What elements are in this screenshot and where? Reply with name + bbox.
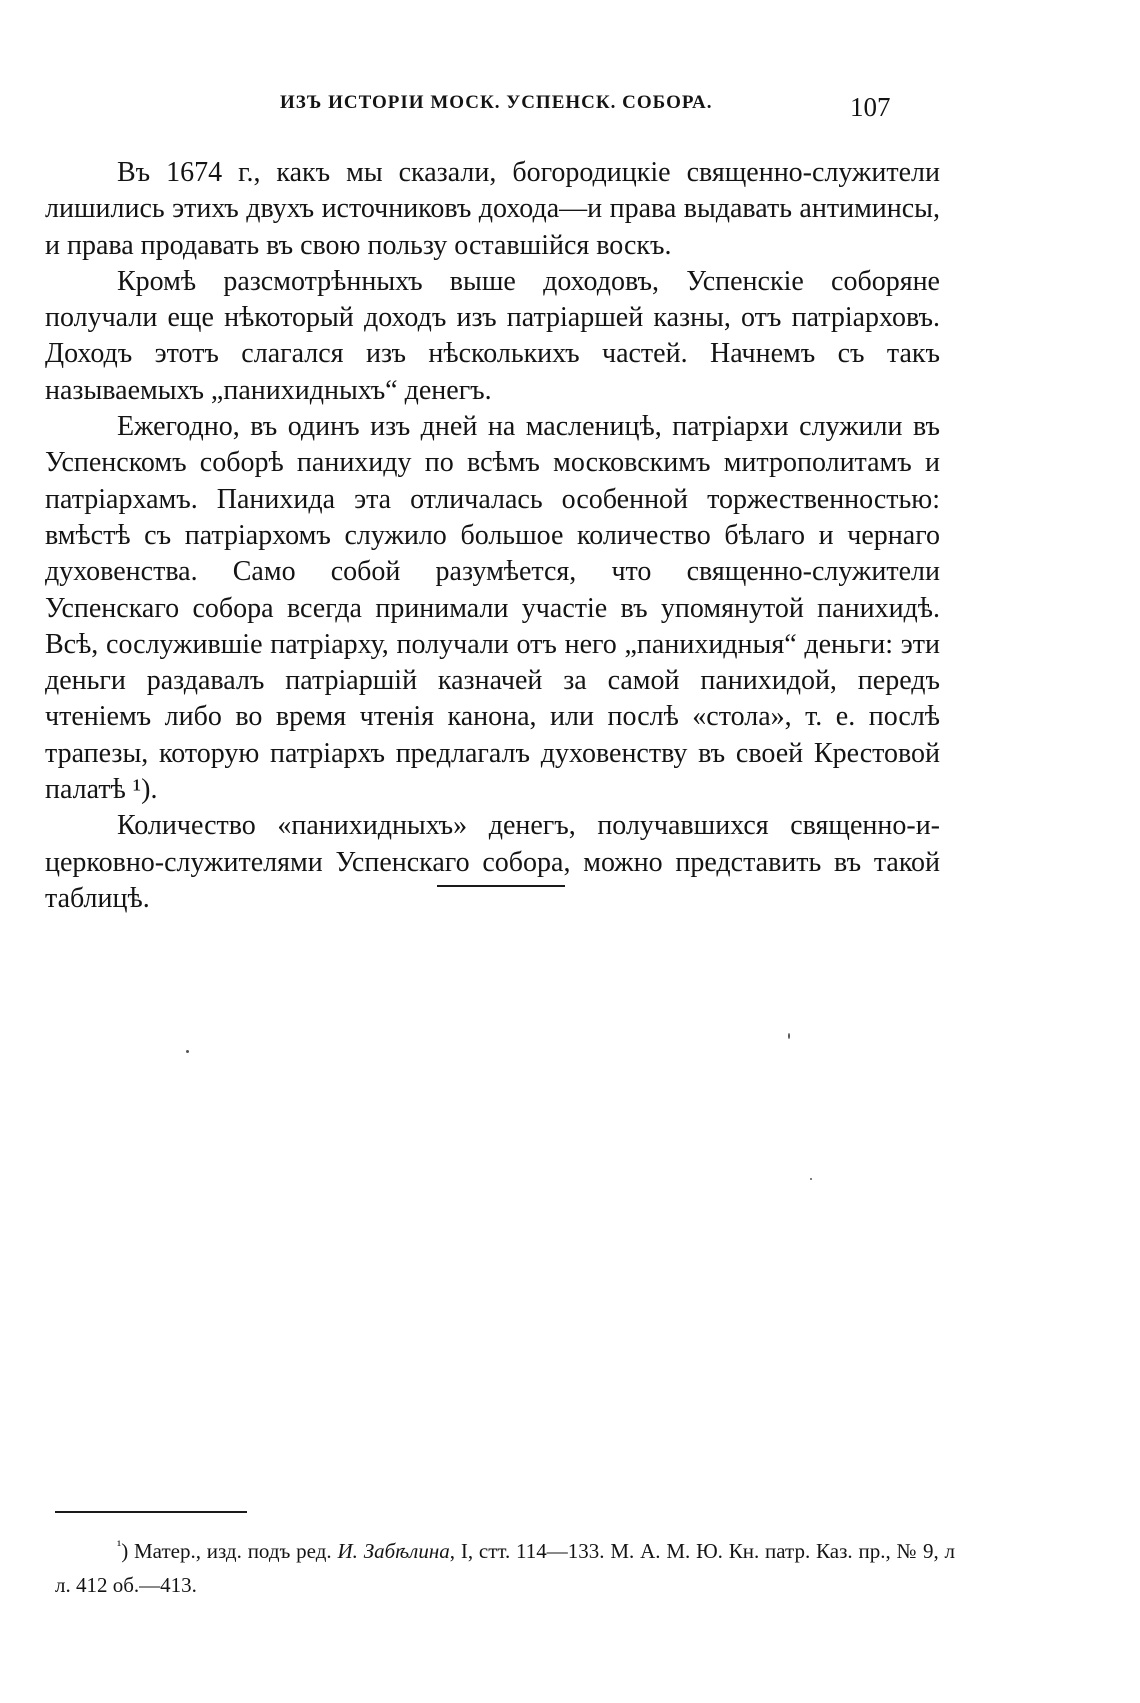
page-number: 107 (850, 92, 891, 122)
paragraph-1: Въ 1674 г., какъ мы сказали, богородицкіе священно-служители лишились этихъ двухъ источниковъ дохода—и права выдавать антиминсы, и права продавать въ свою пользу оставшійся воскъ. (45, 157, 940, 261)
paragraph-4: Количество «панихидныхъ» денегъ, получавшихся священно-и-церковно-служителями Успенскаго собора, можно представить въ такой таблицѣ. (45, 810, 940, 914)
footnote-text-after: , I, стт. 114—133. М. А. М. Ю. Кн. патр. Каз. пр., № 9, л л. 412 об.—413. (55, 1539, 955, 1597)
print-speck (810, 1178, 812, 1180)
footnote-text (55, 1534, 955, 1602)
paragraph-2: Кромѣ разсмотрѣнныхъ выше доходовъ, Успенскіе соборяне получали еще нѣкоторый доходъ изъ патріаршей казны, отъ патріарховъ. Доходъ этотъ слагался изъ нѣсколькихъ частей. Начнемъ съ такъ называемыхъ „панихидныхъ“ денегъ. (45, 265, 940, 406)
footnote-rule (55, 1511, 247, 1513)
section-divider (437, 885, 565, 887)
footnote (55, 1534, 955, 1602)
footnote-editor: И. Забѣлина (337, 1539, 450, 1563)
paragraph-3: Ежегодно, въ одинъ изъ дней на масленицѣ, патріархи служили въ Успенскомъ соборѣ панихиду по всѣмъ московскимъ митрополитамъ и патріархамъ. Панихида эта отличалась особенной торжественностью: вмѣстѣ съ патріархомъ служило большое количество бѣлаго и чернаго духовенства. Само собой разумѣется, что священно-служители Успенскаго собора всегда принимали участіе въ упомянутой панихидѣ. Всѣ, сослужившіе патріарху, получали отъ него „панихидныя“ деньги: эти деньги раздавалъ патріаршій казначей за самой панихидой, передъ чтеніемъ либо во время чтенія канона, или послѣ «стола», т. е. послѣ трапезы, которую патріархъ предлагалъ духовенству въ своей Крестовой палатѣ ¹). (45, 411, 940, 806)
print-speck (788, 1033, 790, 1039)
footnote-text-before: ) Матер., изд. подъ ред. (121, 1539, 338, 1563)
print-speck (186, 1050, 189, 1053)
body-text (45, 155, 940, 917)
footnote-marker: ¹ (117, 1539, 122, 1554)
running-title: ИЗЪ ИСТОРІИ МОСК. УСПЕНСК. СОБОРА. (280, 92, 713, 113)
